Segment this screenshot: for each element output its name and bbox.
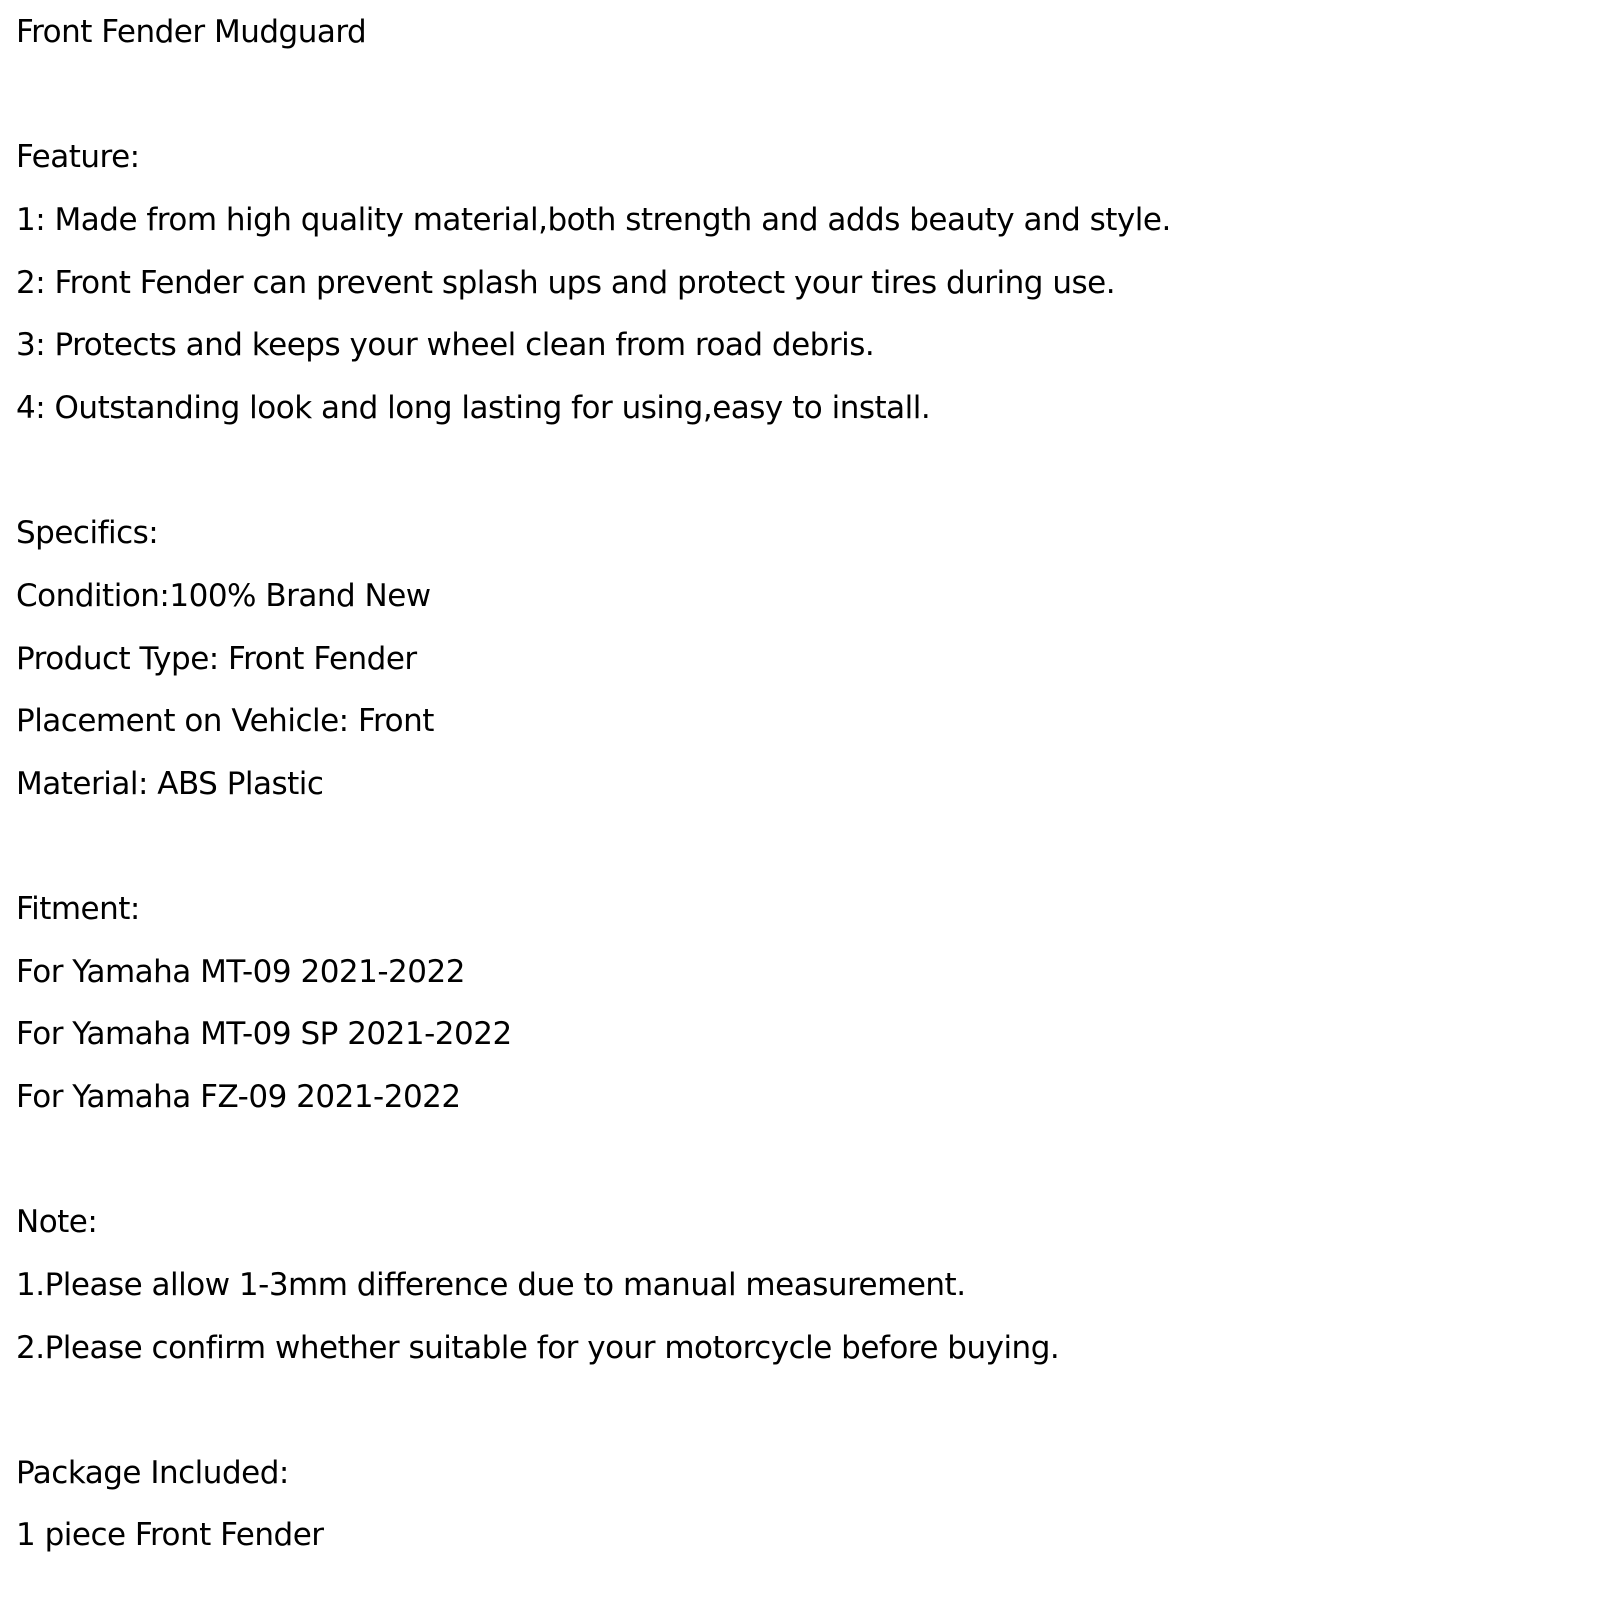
feature-item: 1: Made from high quality material,both strength and adds beauty and style. xyxy=(16,202,1171,238)
fitment-heading: Fitment: xyxy=(16,891,140,927)
feature-item: 2: Front Fender can prevent splash ups and protect your tires during use. xyxy=(16,265,1116,301)
specifics-item: Product Type: Front Fender xyxy=(16,641,417,677)
fitment-item: For Yamaha FZ-09 2021-2022 xyxy=(16,1079,461,1115)
fitment-item: For Yamaha MT-09 SP 2021-2022 xyxy=(16,1016,512,1052)
specifics-item: Condition:100% Brand New xyxy=(16,578,431,614)
feature-heading: Feature: xyxy=(16,139,140,175)
note-item: 2.Please confirm whether suitable for your motorcycle before buying. xyxy=(16,1330,1060,1366)
package-item: 1 piece Front Fender xyxy=(16,1517,324,1553)
specifics-item: Material: ABS Plastic xyxy=(16,766,324,802)
package-heading: Package Included: xyxy=(16,1455,289,1491)
note-heading: Note: xyxy=(16,1204,98,1240)
feature-item: 3: Protects and keeps your wheel clean from road debris. xyxy=(16,327,875,363)
feature-item: 4: Outstanding look and long lasting for using,easy to install. xyxy=(16,390,931,426)
fitment-item: For Yamaha MT-09 2021-2022 xyxy=(16,954,465,990)
note-item: 1.Please allow 1-3mm difference due to manual measurement. xyxy=(16,1267,966,1303)
specifics-item: Placement on Vehicle: Front xyxy=(16,703,434,739)
specifics-heading: Specifics: xyxy=(16,515,159,551)
document-title: Front Fender Mudguard xyxy=(16,14,367,50)
